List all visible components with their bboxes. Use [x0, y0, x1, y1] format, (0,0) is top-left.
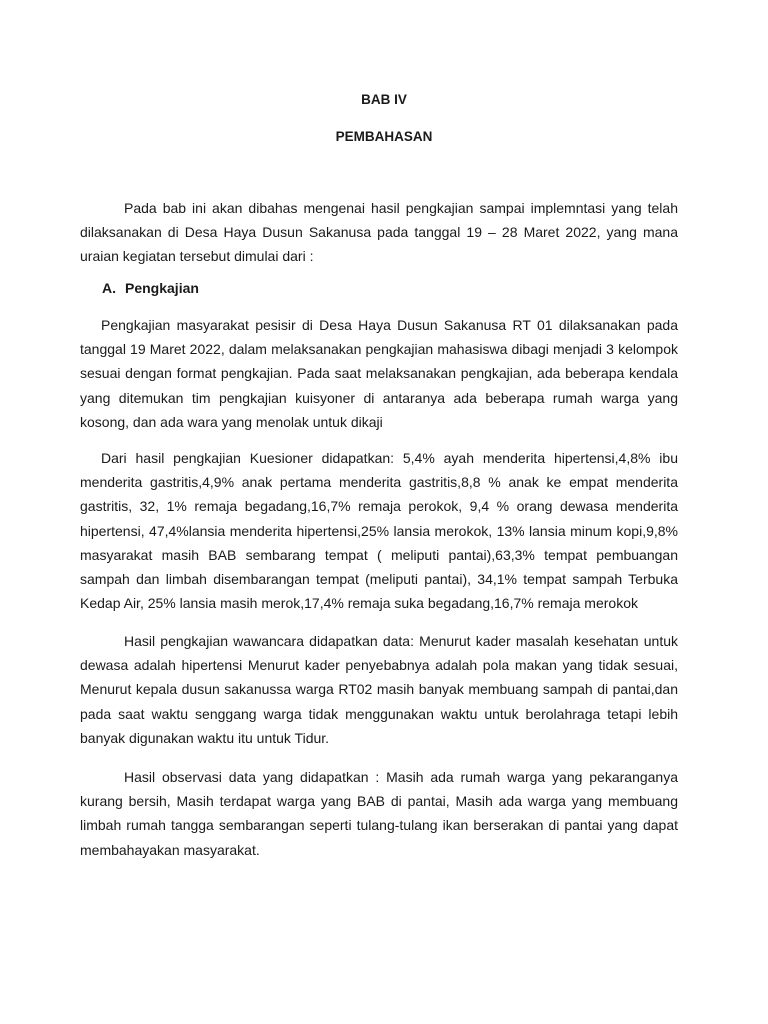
paragraph-kuesioner: Dari hasil pengkajian Kuesioner didapatkan: 5,4% ayah menderita hipertensi,4,8% ibu menderita gastritis,4,9% anak pertama menderita gastritis,8,8 % anak ke empat menderita gastritis, 32, 1% remaja begadang,16,7% remaja perokok, 9,4 % orang dewasa menderita hipertensi, 47,4%lansia menderita hipertensi,25% lansia merokok, 13% lansia minum kopi,9,8% masyarakat masih BAB sembarang tempat ( meliputi pantai),63,3% tempat pembuangan sampah dan limbah disembarangan tempat (meliputi pantai), 34,1% tempat sampah Terbuka Kedap Air, 25% lansia masih merok,17,4% remaja suka begadang,16,7% remaja merokok	[80, 450, 678, 612]
chapter-title: PEMBAHASAN	[335, 129, 433, 144]
intro-paragraph: Pada bab ini akan dibahas mengenai hasil pengkajian sampai implemntasi yang telah dilaksanakan di Desa Haya Dusun Sakanusa pada tanggal 19 – 28 Maret 2022, yang mana uraian kegiatan tersebut dimulai dari :	[80, 200, 678, 265]
section-heading	[102, 280, 199, 296]
paragraph-pengkajian: Pengkajian masyarakat pesisir di Desa Haya Dusun Sakanusa RT 01 dilaksanakan pada tanggal 19 Maret 2022, dalam melaksanakan pengkajian mahasiswa dibagi menjadi 3 kelompok sesuai dengan format pengkajian. Pada saat melaksanakan pengkajian, ada beberapa kendala yang ditemukan tim pengkajian kuisyoner di antaranya ada beberapa rumah warga yang kosong, dan ada wara yang menolak untuk dikaji	[80, 317, 678, 430]
paragraph-observasi: Hasil observasi data yang didapatkan : Masih ada rumah warga yang pekaranganya kurang bersih, Masih terdapat warga yang BAB di pantai, Masih ada warga yang membuang limbah rumah tangga sembarangan seperti tulang-tulang ikan berserakan di pantai yang dapat membahayakan masyarakat.	[80, 769, 678, 858]
chapter-number: BAB IV	[361, 92, 407, 107]
paragraph-wawancara: Hasil pengkajian wawancara didapatkan data: Menurut kader masalah kesehatan untuk dewasa adalah hipertensi Menurut kader penyebabnya adalah pola makan yang tidak sesuai, Menurut kepala dusun sakanussa warga RT02 masih banyak membuang sampah di pantai,dan pada saat waktu senggang warga tidak menggunakan waktu untuk berolahraga tetapi lebih banyak digunakan waktu itu untuk Tidur.	[80, 633, 678, 746]
section-title: Pengkajian	[125, 280, 199, 296]
section-number: A.	[102, 280, 116, 296]
